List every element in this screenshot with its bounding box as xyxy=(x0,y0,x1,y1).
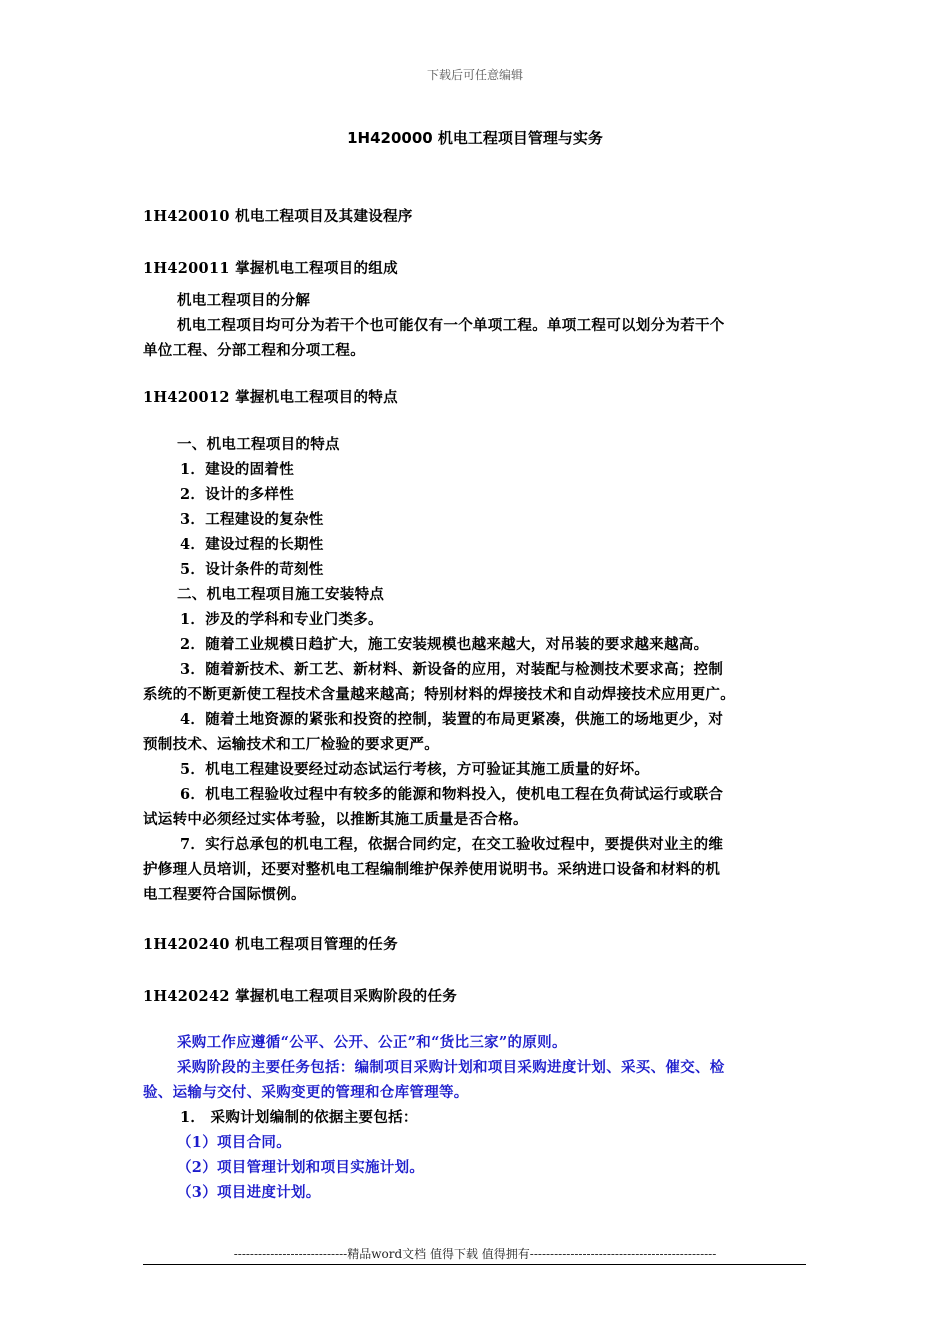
text-line: 系统的不断更新使工程技术含量越来越高；特别材料的焊接技术和自动焊接技术应用更广。 xyxy=(143,686,735,703)
text-line: 1．涉及的学科和专业门类多。 xyxy=(180,611,383,628)
text-line: 二、机电工程项目施工安装特点 xyxy=(177,586,385,603)
text-line: 5．设计条件的苛刻性 xyxy=(180,561,324,578)
text-line: 一、机电工程项目的特点 xyxy=(177,436,340,453)
text-line: 2．随着工业规模日趋扩大，施工安装规模也越来越大，对吊装的要求越来越高。 xyxy=(180,636,709,653)
text-line: 1H420010 机电工程项目及其建设程序 xyxy=(143,208,413,225)
document-title: 1H420000 机电工程项目管理与实务 xyxy=(347,129,603,147)
text-line: 6．机电工程验收过程中有较多的能源和物料投入，使机电工程在负荷试运行或联合 xyxy=(180,786,724,803)
text-line: 1H420012 掌握机电工程项目的特点 xyxy=(143,389,398,406)
text-line: 2．设计的多样性 xyxy=(180,486,294,503)
text-line: 1．建设的固着性 xyxy=(180,461,294,478)
text-line: 5．机电工程建设要经过动态试运行考核，方可验证其施工质量的好坏。 xyxy=(180,761,650,778)
text-line: 4．随着土地资源的紧张和投资的控制，装置的布局更紧凑，供施工的场地更少，对 xyxy=(180,711,724,728)
text-line: 采购阶段的主要任务包括：编制项目采购计划和项目采购进度计划、采买、催交、检 xyxy=(177,1059,725,1076)
text-line: 采购工作应遵循“公平、公开、公正”和“货比三家”的原则。 xyxy=(177,1034,567,1051)
text-line: 4．建设过程的长期性 xyxy=(180,536,324,553)
text-line: 3．工程建设的复杂性 xyxy=(180,511,324,528)
text-line: 1H420242 掌握机电工程项目采购阶段的任务 xyxy=(143,988,458,1005)
text-line: 试运转中必须经过实体考验，以推断其施工质量是否合格。 xyxy=(143,811,528,828)
text-line: 1． 采购计划编制的依据主要包括： xyxy=(180,1109,418,1126)
footer-rule xyxy=(143,1264,806,1265)
text-line: （1）项目合同。 xyxy=(177,1134,291,1151)
text-line: 电工程要符合国际惯例。 xyxy=(143,886,306,903)
text-line: 护修理人员培训，还要对整机电工程编制维护保养使用说明书。采纳进口设备和材料的机 xyxy=(143,861,721,878)
text-line: 验、运输与交付、采购变更的管理和仓库管理等。 xyxy=(143,1084,469,1101)
text-line: 1H420240 机电工程项目管理的任务 xyxy=(143,936,398,953)
text-line: （2）项目管理计划和项目实施计划。 xyxy=(177,1159,425,1176)
page-header: 下载后可任意编辑 xyxy=(426,68,523,82)
page-footer: ----------------------------精品word文档 值得下载 值得拥有---------------------------------------------- xyxy=(233,1247,717,1261)
text-line: 3．随着新技术、新工艺、新材料、新设备的应用，对装配与检测技术要求高；控制 xyxy=(180,661,724,678)
text-line: （3）项目进度计划。 xyxy=(177,1184,321,1201)
text-line: 预制技术、运输技术和工厂检验的要求更严。 xyxy=(143,736,439,753)
text-line: 机电工程项目均可分为若干个也可能仅有一个单项工程。单项工程可以划分为若干个 xyxy=(177,317,725,334)
text-line: 单位工程、分部工程和分项工程。 xyxy=(143,342,365,359)
text-line: 机电工程项目的分解 xyxy=(177,292,311,309)
text-line: 1H420011 掌握机电工程项目的组成 xyxy=(143,260,398,277)
text-line: 7．实行总承包的机电工程，依据合同约定，在交工验收过程中，要提供对业主的维 xyxy=(180,836,724,853)
